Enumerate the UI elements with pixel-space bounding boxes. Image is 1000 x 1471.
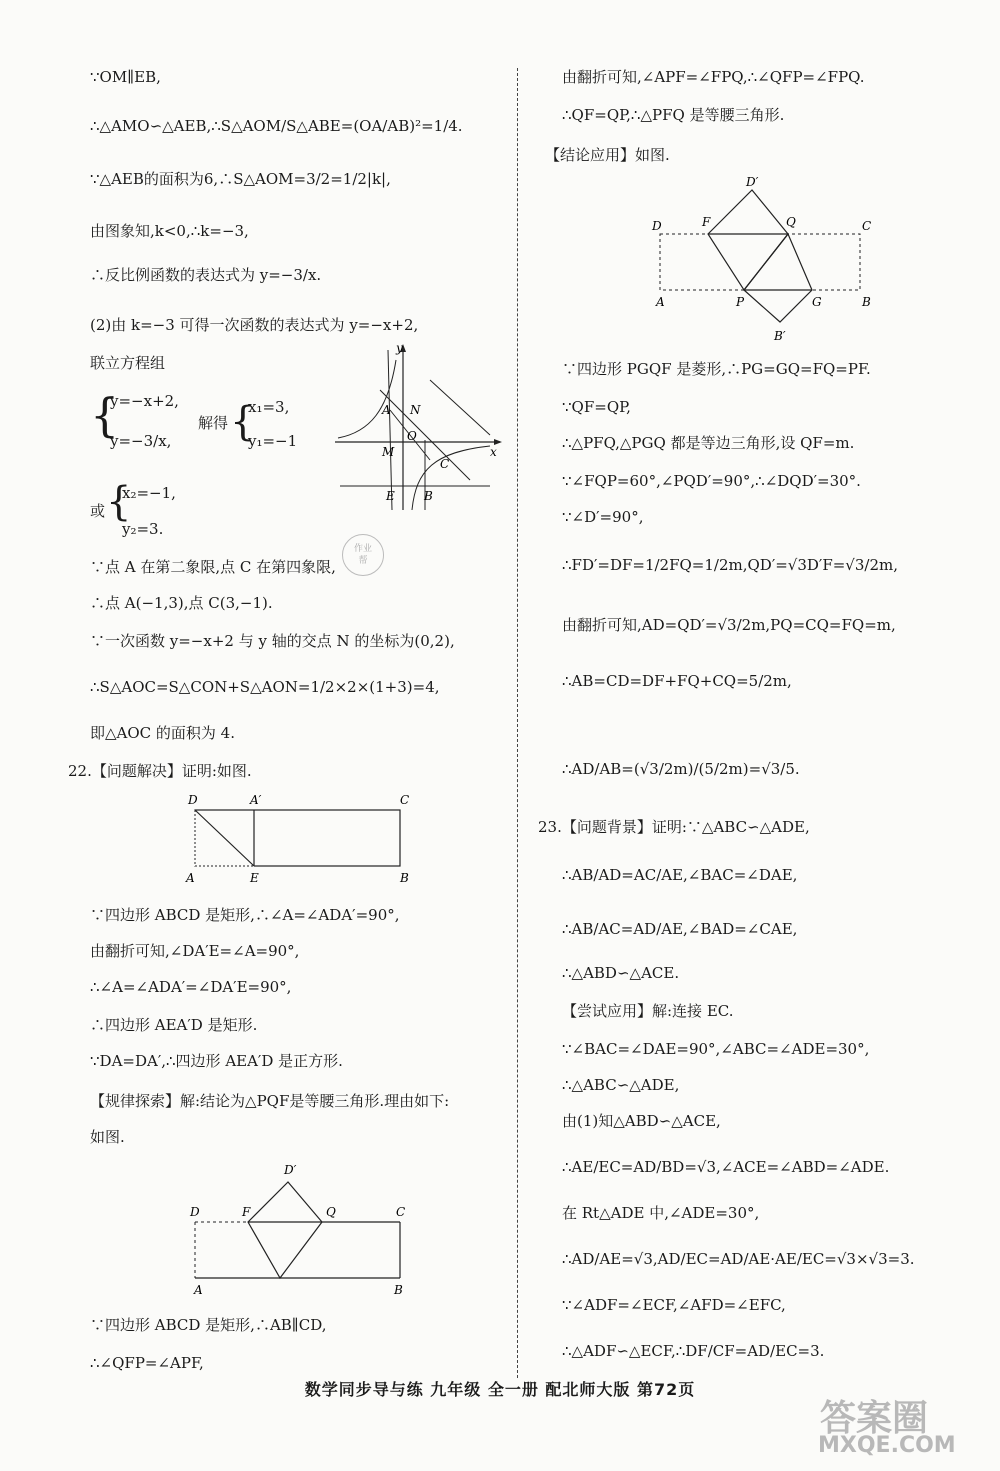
square-fold-figure: [180, 790, 420, 890]
svg-text:D′: D′: [746, 175, 759, 189]
equation: x₁=3,: [248, 398, 290, 416]
text-line: 【结论应用】如图.: [545, 146, 670, 164]
text-line: 由翻折可知,AD=QD′=√3/2m,PQ=CQ=FQ=m,: [562, 616, 896, 634]
text-line: ∴AB=CD=DF+FQ+CQ=5/2m,: [562, 672, 792, 690]
svg-text:F: F: [242, 1205, 251, 1219]
text-line: 【规律探索】解:结论为△PQF是等腰三角形.理由如下:: [90, 1092, 450, 1110]
text-line: ∵∠FQP=60°,∠PQD′=90°,∴∠DQD′=30°.: [562, 472, 861, 490]
svg-text:B: B: [862, 295, 871, 309]
equation: y=−x+2,: [110, 392, 179, 410]
brace-icon: {: [230, 399, 256, 445]
text-line: ∵DA=DA′,∴四边形 AEA′D 是正方形.: [90, 1052, 343, 1070]
text-line: ∵四边形 PGQF 是菱形,∴PG=GQ=FQ=PF.: [562, 360, 871, 378]
text-line: ∵一次函数 y=−x+2 与 y 轴的交点 N 的坐标为(0,2),: [90, 632, 455, 650]
text-line: ∵△AEB的面积为6,∴S△AOM=3/2=1/2|k|,: [90, 170, 391, 188]
point-label: C: [440, 457, 450, 471]
svg-text:D: D: [188, 793, 198, 807]
svg-text:B: B: [394, 1283, 403, 1297]
equation: y=−3/x,: [110, 432, 172, 450]
equation: y₁=−1: [248, 432, 298, 450]
svg-text:B′: B′: [774, 329, 786, 343]
text-line: 联立方程组: [90, 354, 166, 372]
column-divider: [517, 68, 518, 1378]
text-line: 如图.: [90, 1128, 125, 1146]
svg-text:D: D: [652, 219, 662, 233]
text-line: ∴AB/AC=AD/AE,∠BAD=∠CAE,: [562, 920, 798, 938]
page-footer: 数学同步导与练 九年级 全一册 配北师大版 第72页: [304, 1380, 696, 1399]
svg-text:A′: A′: [250, 793, 262, 807]
point-label: M: [382, 445, 395, 459]
text-line: ∵QF=QP,: [562, 398, 631, 416]
svg-text:D: D: [190, 1205, 200, 1219]
text-line: ∴AD/AB=(√3/2m)/(5/2m)=√3/5.: [562, 760, 800, 778]
text-line: (2)由 k=−3 可得一次函数的表达式为 y=−x+2,: [90, 316, 419, 334]
question-22-heading: 22.【问题解决】证明:如图.: [68, 762, 252, 780]
function-graph-figure: [330, 340, 510, 520]
text-line: 在 Rt△ADE 中,∠ADE=30°,: [562, 1204, 760, 1222]
text-line: 由翻折可知,∠DA′E=∠A=90°,: [90, 942, 300, 960]
svg-text:E: E: [250, 871, 259, 885]
point-label: N: [410, 403, 421, 417]
question-23-heading: 23.【问题背景】证明:∵△ABC∽△ADE,: [538, 818, 810, 836]
point-label: A: [382, 403, 391, 417]
text-line: 由图象知,k<0,∴k=−3,: [90, 222, 249, 240]
svg-text:B: B: [400, 871, 409, 885]
text-line: ∵∠ADF=∠ECF,∠AFD=∠EFC,: [562, 1296, 786, 1314]
text-line: ∴AE/EC=AD/BD=√3,∠ACE=∠ABD=∠ADE.: [562, 1158, 890, 1176]
axis-label-x: x: [490, 445, 497, 459]
text-line: 由(1)知△ABD∽△ACE,: [562, 1112, 721, 1130]
text-line: ∴△ABC∽△ADE,: [562, 1076, 680, 1094]
text-line: 即△AOC 的面积为 4.: [90, 724, 235, 742]
text-line: ∵∠D′=90°,: [562, 508, 644, 526]
homework-stamp: 作业 帮: [342, 534, 384, 576]
text-line: ∵四边形 ABCD 是矩形,∴∠A=∠ADA′=90°,: [90, 906, 400, 924]
svg-text:Q: Q: [326, 1205, 336, 1219]
equation: x₂=−1,: [122, 484, 176, 502]
text-line: ∴FD′=DF=1/2FQ=1/2m,QD′=√3D′F=√3/2m,: [562, 556, 898, 574]
svg-text:A: A: [186, 871, 195, 885]
point-label: E: [386, 489, 395, 503]
text-line: ∴四边形 AEA′D 是矩形.: [90, 1016, 258, 1034]
text-line: ∴∠A=∠ADA′=∠DA′E=90°,: [90, 978, 292, 996]
text-line: ∴AB/AD=AC/AE,∠BAC=∠DAE,: [562, 866, 798, 884]
svg-text:G: G: [812, 295, 822, 309]
text-line: ∵OM∥EB,: [90, 68, 161, 86]
axis-label-y: y: [396, 341, 403, 355]
text-line: ∵四边形 ABCD 是矩形,∴AB∥CD,: [90, 1316, 327, 1334]
text-line: ∵点 A 在第二象限,点 C 在第四象限,: [90, 558, 336, 576]
svg-text:C: C: [862, 219, 872, 233]
text-line: ∴QF=QP,∴△PFQ 是等腰三角形.: [562, 106, 785, 124]
watermark-logo: 答案圈: [820, 1398, 929, 1439]
point-label: B: [424, 489, 433, 503]
text-line: 解得: [198, 414, 229, 432]
svg-text:A: A: [656, 295, 665, 309]
brace-icon: {: [106, 479, 132, 525]
svg-text:F: F: [702, 215, 711, 229]
text-line: ∴S△AOC=S△CON+S△AON=1/2×2×(1+3)=4,: [90, 678, 440, 696]
text-line: 或: [90, 502, 106, 520]
svg-text:A: A: [194, 1283, 203, 1297]
text-line: ∴反比例函数的表达式为 y=−3/x.: [90, 266, 322, 284]
fold-figure-1: [180, 1160, 420, 1300]
equation: y₂=3.: [122, 520, 164, 538]
svg-text:C: C: [400, 793, 410, 807]
svg-text:C: C: [396, 1205, 406, 1219]
watermark-url: MXQE.COM: [818, 1433, 956, 1458]
fold-figure-2: [640, 172, 880, 347]
text-line: ∵∠BAC=∠DAE=90°,∠ABC=∠ADE=30°,: [562, 1040, 870, 1058]
text-line: ∴△PFQ,△PGQ 都是等边三角形,设 QF=m.: [562, 434, 855, 452]
text-line: 由翻折可知,∠APF=∠FPQ,∴∠QFP=∠FPQ.: [562, 68, 865, 86]
svg-text:P: P: [736, 295, 745, 309]
text-line: ∴AD/AE=√3,AD/EC=AD/AE·AE/EC=√3×√3=3.: [562, 1250, 915, 1268]
svg-text:Q: Q: [786, 215, 796, 229]
text-line: ∴△AMO∽△AEB,∴S△AOM/S△ABE=(OA/AB)²=1/4.: [90, 117, 463, 135]
text-line: ∴△ADF∽△ECF,∴DF/CF=AD/EC=3.: [562, 1342, 825, 1360]
text-line: ∴∠QFP=∠APF,: [90, 1354, 204, 1372]
text-line: 【尝试应用】解:连接 EC.: [562, 1002, 734, 1020]
text-line: ∴△ABD∽△ACE.: [562, 964, 680, 982]
svg-text:D′: D′: [284, 1163, 297, 1177]
point-label: O: [407, 429, 417, 443]
brace-icon: {: [90, 388, 120, 442]
text-line: ∴点 A(−1,3),点 C(3,−1).: [90, 594, 273, 612]
